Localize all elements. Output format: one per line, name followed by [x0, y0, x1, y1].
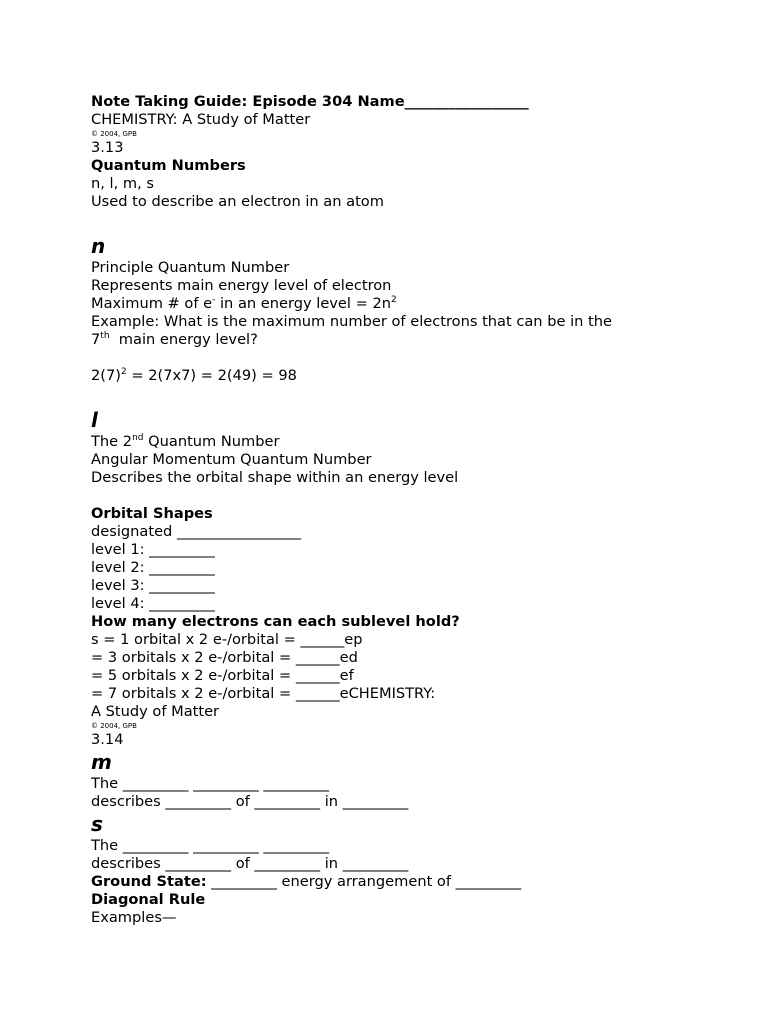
m-heading: m: [91, 750, 112, 774]
list-item: Used to describe an electron in an atom: [91, 193, 384, 210]
list-item: The _________ _________ _________: [91, 775, 330, 792]
example-answer: $2(7)^2 = 2(7x7) = 2(49) = 98$: [91, 367, 297, 384]
example-question-cont: 7th main energy level?: [91, 331, 258, 348]
page-title: Note Taking Guide: Episode 304 Name_________________: [91, 93, 529, 110]
list-item: The 2nd Quantum Number: [91, 433, 280, 450]
course-subtitle: CHEMISTRY: A Study of Matter: [91, 111, 311, 128]
sublevel-line: s = 1 orbital x 2 e-/orbital = ______ep: [91, 631, 363, 648]
n-heading: n: [91, 234, 106, 258]
list-item: level 2: _________: [91, 559, 215, 576]
designated-line: designated _________________: [91, 523, 302, 540]
list-item: describes _________ of _________ in _________: [91, 793, 409, 810]
max-electrons-line: Maximum # of e- in an energy level = $2n^2$: [91, 295, 397, 312]
list-item: Represents main energy level of electron: [91, 277, 392, 294]
course-subtitle-cont: A Study of Matter: [91, 703, 220, 720]
list-item: The _________ _________ _________: [91, 837, 330, 854]
list-item: Principle Quantum Number: [91, 259, 290, 276]
orbital-shapes-heading: Orbital Shapes: [91, 505, 213, 522]
list-item: level 4: _________: [91, 595, 215, 612]
sublevel-line: = 7 orbitals x 2 e-/orbital = ______eCHEMISTRY:: [91, 685, 436, 702]
ground-state-line: Ground State: _________ energy arrangement of _________: [91, 873, 522, 890]
example-question: Example: What is the maximum number of electrons that can be in the: [91, 313, 612, 330]
list-item: level 3: _________: [91, 577, 215, 594]
sublevel-line: = 5 orbitals x 2 e-/orbital = ______ef: [91, 667, 354, 684]
examples-line: Examples—: [91, 909, 177, 926]
section-number: 3.14: [91, 731, 124, 748]
sublevel-line: = 3 orbitals x 2 e-/orbital = ______ed: [91, 649, 358, 666]
note-guide-content: [91, 93, 691, 927]
l-heading: l: [91, 408, 98, 432]
list-item: n, l, m, s: [91, 175, 154, 192]
list-item: level 1: _________: [91, 541, 215, 558]
section-number: 3.13: [91, 139, 124, 156]
copyright-note: © 2004, GPB: [91, 722, 137, 730]
copyright-note: © 2004, GPB: [91, 130, 137, 138]
s-heading: s: [91, 812, 103, 836]
list-item: describes _________ of _________ in _________: [91, 855, 409, 872]
list-item: Describes the orbital shape within an energy level: [91, 469, 459, 486]
diagonal-rule-heading: Diagonal Rule: [91, 891, 206, 908]
sublevel-heading: How many electrons can each sublevel hold?: [91, 613, 460, 630]
quantum-numbers-heading: Quantum Numbers: [91, 157, 246, 174]
angular-momentum-line: Angular Momentum Quantum Number: [91, 451, 372, 468]
